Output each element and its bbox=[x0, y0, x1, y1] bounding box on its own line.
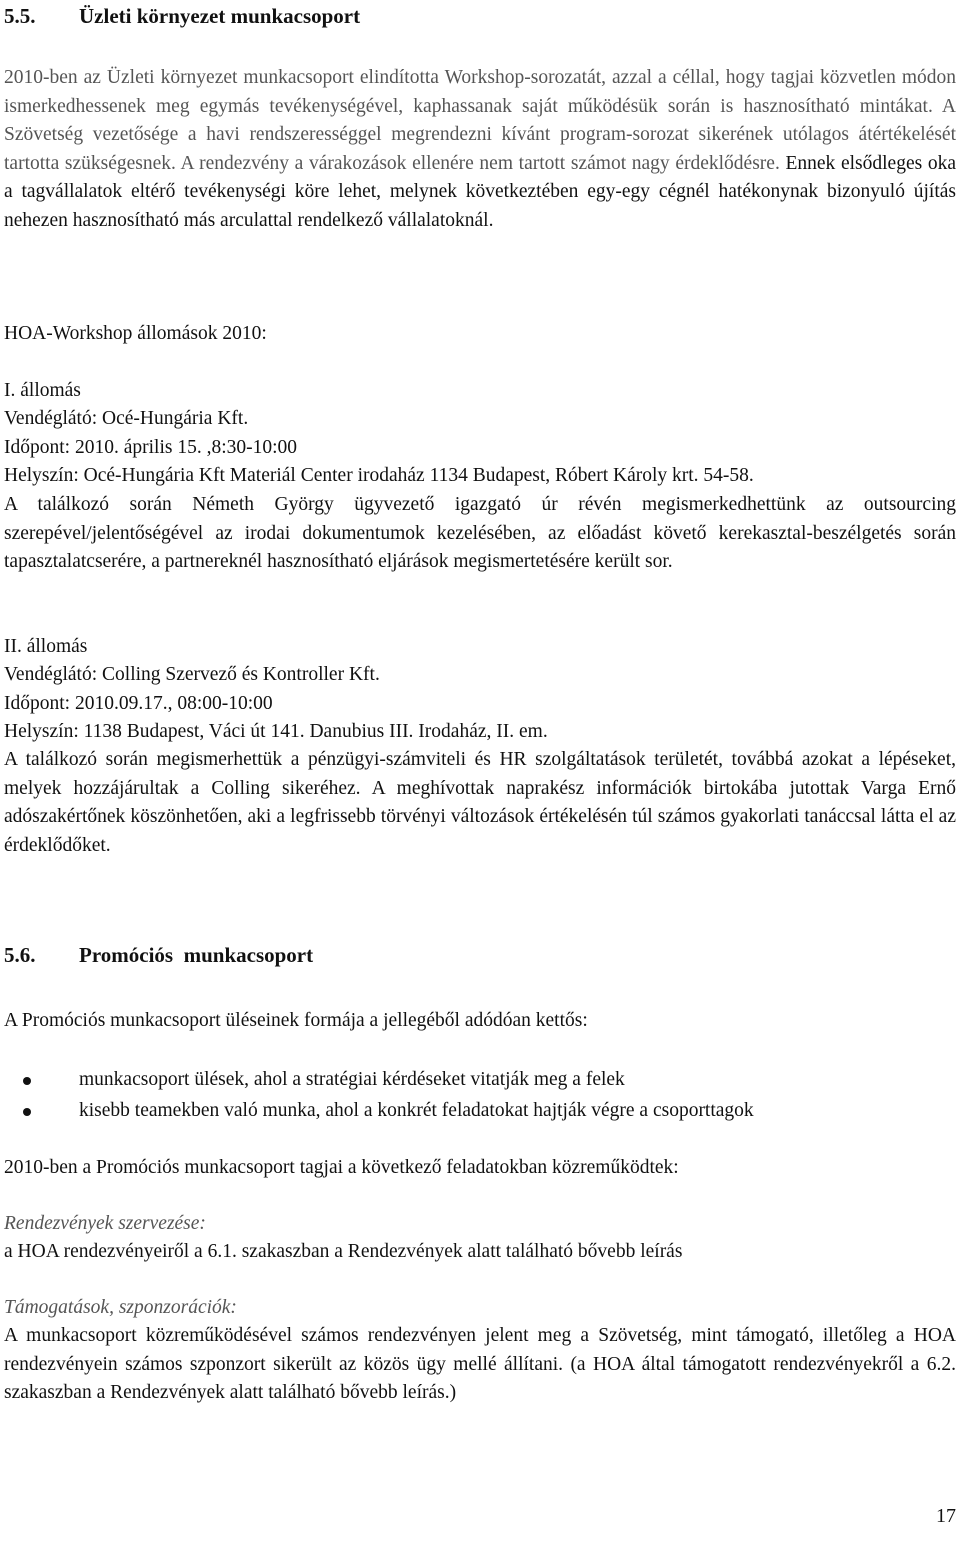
section-title: Promóciós munkacsoport bbox=[79, 943, 314, 967]
station-1-text: A találkozó során Németh György ügyvezető igazgató úr révén megismerkedhettünk az outsourcing szerepével/jelentőségével az irodai dokumentumok kezelésében, az előadást követő kerekasztal-beszélgetés során tapasztalatcserére, a partnereknél hasznosítható eljárások megismertetésére került sor. bbox=[4, 494, 956, 572]
page-number: 17 bbox=[936, 1505, 956, 1527]
workshop-list-title: HOA-Workshop állomások 2010: bbox=[4, 323, 267, 344]
station-1-time: Időpont: 2010. április 15. ,8:30-10:00 bbox=[4, 437, 298, 458]
promo-intro: A Promóciós munkacsoport üléseinek formája a jellegéből adódóan kettős: bbox=[4, 1010, 588, 1031]
events-heading: Rendezvények szervezése: bbox=[4, 1213, 206, 1234]
station-2-place: Helyszín: 1138 Budapest, Váci út 141. Danubius III. Irodaház, II. em. bbox=[4, 721, 548, 742]
section-heading-5-5 bbox=[4, 2, 956, 31]
list-item: munkacsoport ülések, ahol a stratégiai kérdéseket vitatják meg a felek bbox=[4, 1066, 956, 1095]
paragraph-intro-part1: 2010-ben az Üzleti környezet munkacsoport elindította Workshop-sorozatát, azzal a céllal, hogy tagjai közvetlen módon ismerkedhessenek meg egymás tevékenységével, kaphassanak saját működésük során is hasznosítható mintákat. A Szövetség vezetősége a havi rendszerességgel megrendezni kívánt program-sorozat sikerének utólagos átértékelését tartotta szükségesnek. A rendezvény a várakozások ellenére nem tartott számot nagy érdeklődésre. bbox=[4, 67, 956, 174]
section-number: 5.5. bbox=[4, 4, 36, 28]
paragraph-intro bbox=[4, 64, 956, 235]
station-1-name: I. állomás bbox=[4, 380, 81, 401]
section-number: 5.6. bbox=[4, 943, 36, 967]
support-heading: Támogatások, szponzorációk: bbox=[4, 1297, 237, 1318]
tasks-intro: 2010-ben a Promóciós munkacsoport tagjai a következő feladatokban közreműködtek: bbox=[4, 1157, 679, 1178]
station-2-text: A találkozó során megismerhettük a pénzügyi-számviteli és HR szolgáltatások területét, továbbá azokat a lépéseket, melyek hozzájárultak a Colling sikeréhez. A meghívottak naprakész információk birtokába jutottak Varga Ernő adószakértőnek köszönhetően, aki a legfrissebb törvényi változások értékelésén túl számos gyakorlati tanáccsal látta el az érdeklődőket. bbox=[4, 749, 956, 856]
station-1-place: Helyszín: Océ-Hungária Kft Materiál Center irodaház 1134 Budapest, Róbert Károly krt. 54-58. bbox=[4, 465, 754, 486]
station-2-time: Időpont: 2010.09.17., 08:00-10:00 bbox=[4, 693, 273, 714]
station-2-name: II. állomás bbox=[4, 636, 88, 657]
station-2-host: Vendéglátó: Colling Szervező és Kontroller Kft. bbox=[4, 664, 380, 685]
section-title: Üzleti környezet munkacsoport bbox=[79, 4, 361, 28]
list-item: kisebb teamekben való munka, ahol a konkrét feladatokat hajtják végre a csoporttagok bbox=[4, 1097, 956, 1126]
events-text: a HOA rendezvényeiről a 6.1. szakaszban a Rendezvények alatt található bővebb leírás bbox=[4, 1241, 683, 1262]
support-text: A munkacsoport közreműködésével számos rendezvényen jelent meg a Szövetség, mint támogató, illetőleg a HOA rendezvényein számos szponzort sikerült az közös ügy mellé állítani. (a HOA által támogatott rendezvényekről a 6.2. szakaszban a Rendezvények alatt található bővebb leírás.) bbox=[4, 1325, 956, 1403]
paragraph-intro-part2: Ennek elsődleges oka a tagvállalatok eltérő tevékenységi köre lehet, melynek következtében egy-egy cégnél hatékonynak bizonyuló újítás nehezen hasznosítható más arculattal rendelkező vállalatoknál. bbox=[4, 152, 956, 231]
station-1-host: Vendéglátó: Océ-Hungária Kft. bbox=[4, 408, 249, 429]
section-heading-5-6 bbox=[4, 941, 956, 970]
